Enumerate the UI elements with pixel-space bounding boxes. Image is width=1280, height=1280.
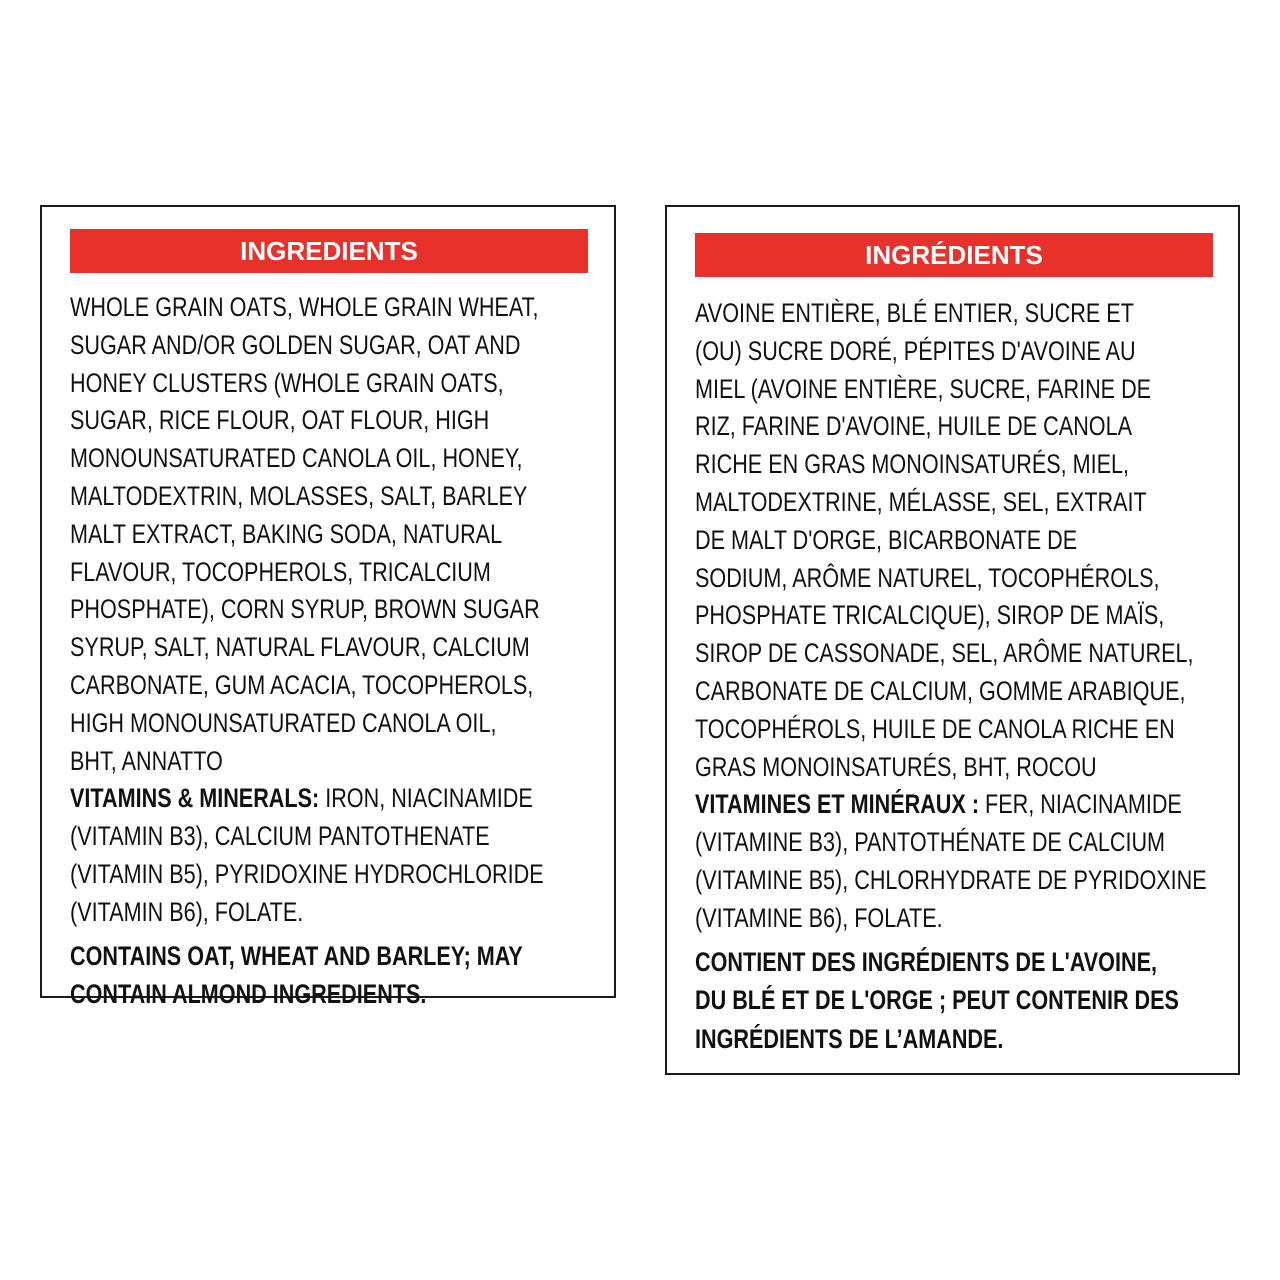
allergen-statement-french <box>695 944 1223 1060</box>
ingredient-line: PHOSPHATE TRICALCIQUE), SIROP DE MAÏS, <box>695 600 1165 631</box>
ingredients-content-english <box>70 289 598 1015</box>
allergen-statement-english <box>70 938 598 1015</box>
vitamins-line: (VITAMINE B5), CHLORHYDRATE DE PYRIDOXINE <box>695 864 1207 895</box>
ingredient-line: WHOLE GRAIN OATS, WHOLE GRAIN WHEAT, <box>70 292 539 322</box>
ingredient-line: GRAS MONOINSATURÉS, BHT, ROCOU <box>695 751 1097 782</box>
ingredient-line: HONEY CLUSTERS (WHOLE GRAIN OATS, <box>70 367 504 398</box>
allergen-line: CONTAIN ALMOND INGREDIENTS. <box>70 979 427 1010</box>
vitamins-text: IRON, NIACINAMIDE <box>319 783 533 814</box>
vitamins-text: FER, NIACINAMIDE <box>979 789 1182 820</box>
ingredient-line: MALTODEXTRINE, MÉLASSE, SEL, EXTRAIT <box>695 486 1147 517</box>
ingredient-line: (OU) SUCRE DORÉ, PÉPITES D'AVOINE AU <box>695 335 1136 366</box>
vitamins-line <box>70 780 598 818</box>
vitamins-line: (VITAMIN B6), FOLATE. <box>70 896 304 927</box>
ingredient-line: CARBONATE, GUM ACACIA, TOCOPHEROLS, <box>70 669 534 700</box>
allergen-line: INGRÉDIENTS DE L’AMANDE. <box>695 1023 1004 1054</box>
vitamins-label: VITAMINES ET MINÉRAUX : <box>695 789 980 820</box>
ingredient-line: SUGAR, RICE FLOUR, OAT FLOUR, HIGH <box>70 405 490 436</box>
ingredient-line: SIROP DE CASSONADE, SEL, ARÔME NATUREL, <box>695 638 1194 669</box>
ingredient-line: MIEL (AVOINE ENTIÈRE, SUCRE, FARINE DE <box>695 373 1152 404</box>
vitamins-line: (VITAMIN B3), CALCIUM PANTOTHENATE <box>70 821 490 852</box>
ingredient-line: HIGH MONOUNSATURATED CANOLA OIL, <box>70 707 497 738</box>
ingredient-line: DE MALT D'ORGE, BICARBONATE DE <box>695 524 1078 555</box>
ingredients-header-french: INGRÉDIENTS <box>695 233 1213 277</box>
ingredient-line: RICHE EN GRAS MONOINSATURÉS, MIEL, <box>695 449 1130 480</box>
ingredient-line: AVOINE ENTIÈRE, BLÉ ENTIER, SUCRE ET <box>695 298 1134 328</box>
ingredient-line: BHT, ANNATTO <box>70 745 223 776</box>
ingredients-content-french <box>695 295 1223 1059</box>
vitamins-label: VITAMINS & MINERALS: <box>70 783 320 814</box>
ingredients-panel-english <box>40 205 616 1010</box>
allergen-line: CONTAINS OAT, WHEAT AND BARLEY; MAY <box>70 940 523 971</box>
ingredient-line: FLAVOUR, TOCOPHEROLS, TRICALCIUM <box>70 556 491 587</box>
ingredient-line: MALTODEXTRIN, MOLASSES, SALT, BARLEY <box>70 480 528 511</box>
ingredient-line: SYRUP, SALT, NATURAL FLAVOUR, CALCIUM <box>70 632 530 663</box>
vitamins-section-english <box>70 780 598 931</box>
ingredient-line: SODIUM, ARÔME NATUREL, TOCOPHÉROLS, <box>695 562 1160 593</box>
vitamins-line <box>695 786 1223 824</box>
ingredient-list-french <box>695 295 1223 786</box>
allergen-line: CONTIENT DES INGRÉDIENTS DE L'AVOINE, <box>695 946 1157 977</box>
ingredient-line: CARBONATE DE CALCIUM, GOMME ARABIQUE, <box>695 675 1186 706</box>
ingredient-line: MALT EXTRACT, BAKING SODA, NATURAL <box>70 518 503 549</box>
vitamins-line: (VITAMIN B5), PYRIDOXINE HYDROCHLORIDE <box>70 858 544 889</box>
ingredients-panel-french <box>665 205 1240 1075</box>
vitamins-section-french <box>695 786 1223 937</box>
vitamins-line: (VITAMINE B3), PANTOTHÉNATE DE CALCIUM <box>695 827 1166 858</box>
ingredient-line: RIZ, FARINE D'AVOINE, HUILE DE CANOLA <box>695 411 1133 442</box>
ingredient-line: SUGAR AND/OR GOLDEN SUGAR, OAT AND <box>70 329 521 360</box>
allergen-line: DU BLÉ ET DE L'ORGE ; PEUT CONTENIR DES <box>695 985 1179 1016</box>
ingredient-line: MONOUNSATURATED CANOLA OIL, HONEY, <box>70 443 523 474</box>
vitamins-line: (VITAMINE B6), FOLATE. <box>695 902 943 933</box>
ingredient-list-english <box>70 289 598 780</box>
ingredient-line: PHOSPHATE), CORN SYRUP, BROWN SUGAR <box>70 594 540 625</box>
ingredients-header-english: INGREDIENTS <box>70 229 588 273</box>
ingredient-line: TOCOPHÉROLS, HUILE DE CANOLA RICHE EN <box>695 713 1175 744</box>
